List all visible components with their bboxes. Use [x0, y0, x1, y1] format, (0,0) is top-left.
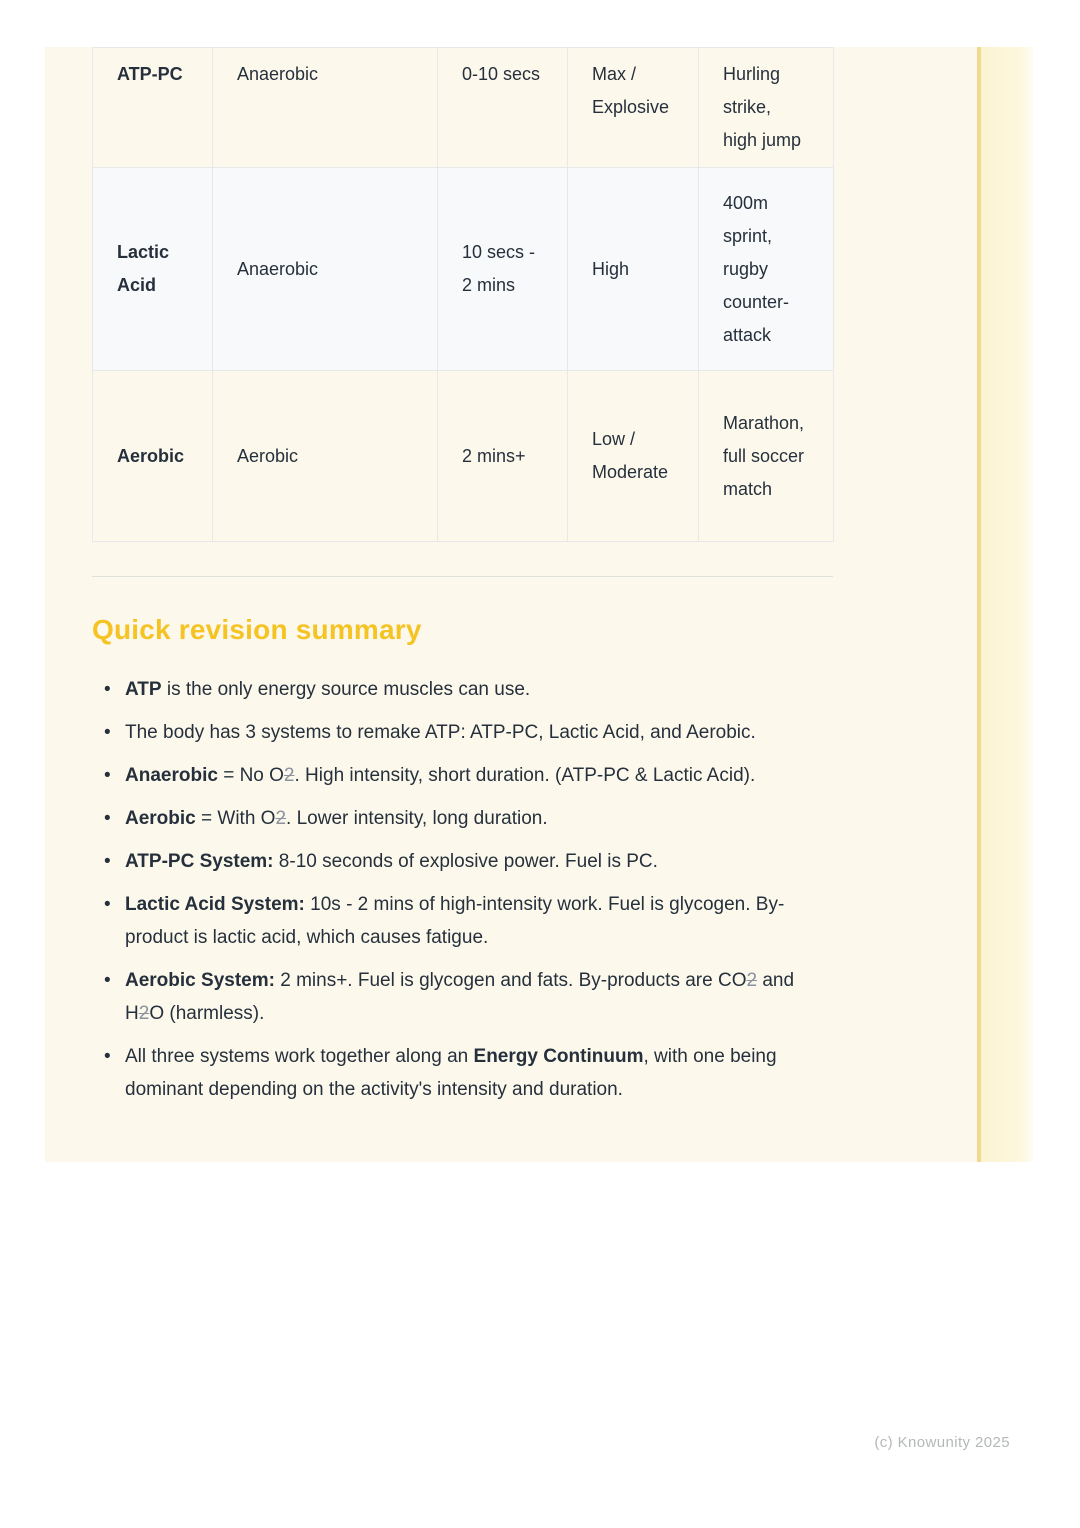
- copyright-footer: (c) Knowunity 2025: [874, 1434, 1010, 1451]
- bullet-item-aerobic: • Aerobic = With O2. Lower intensity, long duration.: [92, 802, 833, 835]
- cell-examples: 400m sprint, rugby counter-attack: [699, 168, 834, 371]
- cell-system: Lactic Acid: [93, 168, 213, 371]
- content-area: [92, 47, 837, 1116]
- right-accent-band: [977, 47, 1033, 1162]
- content-card: [45, 47, 1033, 1162]
- cell-type: Aerobic: [213, 371, 438, 542]
- cell-intensity: Max / Explosive: [568, 48, 699, 168]
- cell-system: Aerobic: [93, 371, 213, 542]
- bullet-item-atp: • ATP is the only energy source muscles can use.: [92, 673, 833, 706]
- cell-duration: 0-10 secs: [438, 48, 568, 168]
- cell-duration: 2 mins+: [438, 371, 568, 542]
- table-row-lactic-acid: [93, 168, 834, 371]
- cell-duration: 10 secs - 2 mins: [438, 168, 568, 371]
- bullet-item-anaerobic: • Anaerobic = No O2. High intensity, short duration. (ATP-PC & Lactic Acid).: [92, 759, 833, 792]
- cell-examples: Hurling strike, high jump: [699, 48, 834, 168]
- table-row-aerobic: [93, 371, 834, 542]
- bullet-item-three-systems: • The body has 3 systems to remake ATP: ATP-PC, Lactic Acid, and Aerobic.: [92, 716, 833, 749]
- bullet-item-atp-pc-system: • ATP-PC System: 8-10 seconds of explosive power. Fuel is PC.: [92, 845, 833, 878]
- bullet-item-aerobic-system: • Aerobic System: 2 mins+. Fuel is glycogen and fats. By-products are CO2 and H2O (harmless).: [92, 964, 833, 1030]
- cell-examples: Marathon, full soccer match: [699, 371, 834, 542]
- bullet-item-lactic-acid-system: • Lactic Acid System: 10s - 2 mins of high-intensity work. Fuel is glycogen. By-product is lactic acid, which causes fatigue.: [92, 888, 833, 954]
- revision-bullet-list: [92, 673, 833, 1106]
- table-row-atp-pc: [93, 48, 834, 168]
- energy-systems-table: [92, 47, 834, 542]
- cell-intensity: High: [568, 168, 699, 371]
- section-heading: Quick revision summary: [92, 614, 422, 645]
- cell-intensity: Low / Moderate: [568, 371, 699, 542]
- section-divider: [92, 576, 833, 577]
- cell-type: Anaerobic: [213, 168, 438, 371]
- cell-type: Anaerobic: [213, 48, 438, 168]
- bullet-item-energy-continuum: • All three systems work together along an Energy Continuum, with one being dominant depending on the activity's intensity and duration.: [92, 1040, 833, 1106]
- cell-system: ATP-PC: [93, 48, 213, 168]
